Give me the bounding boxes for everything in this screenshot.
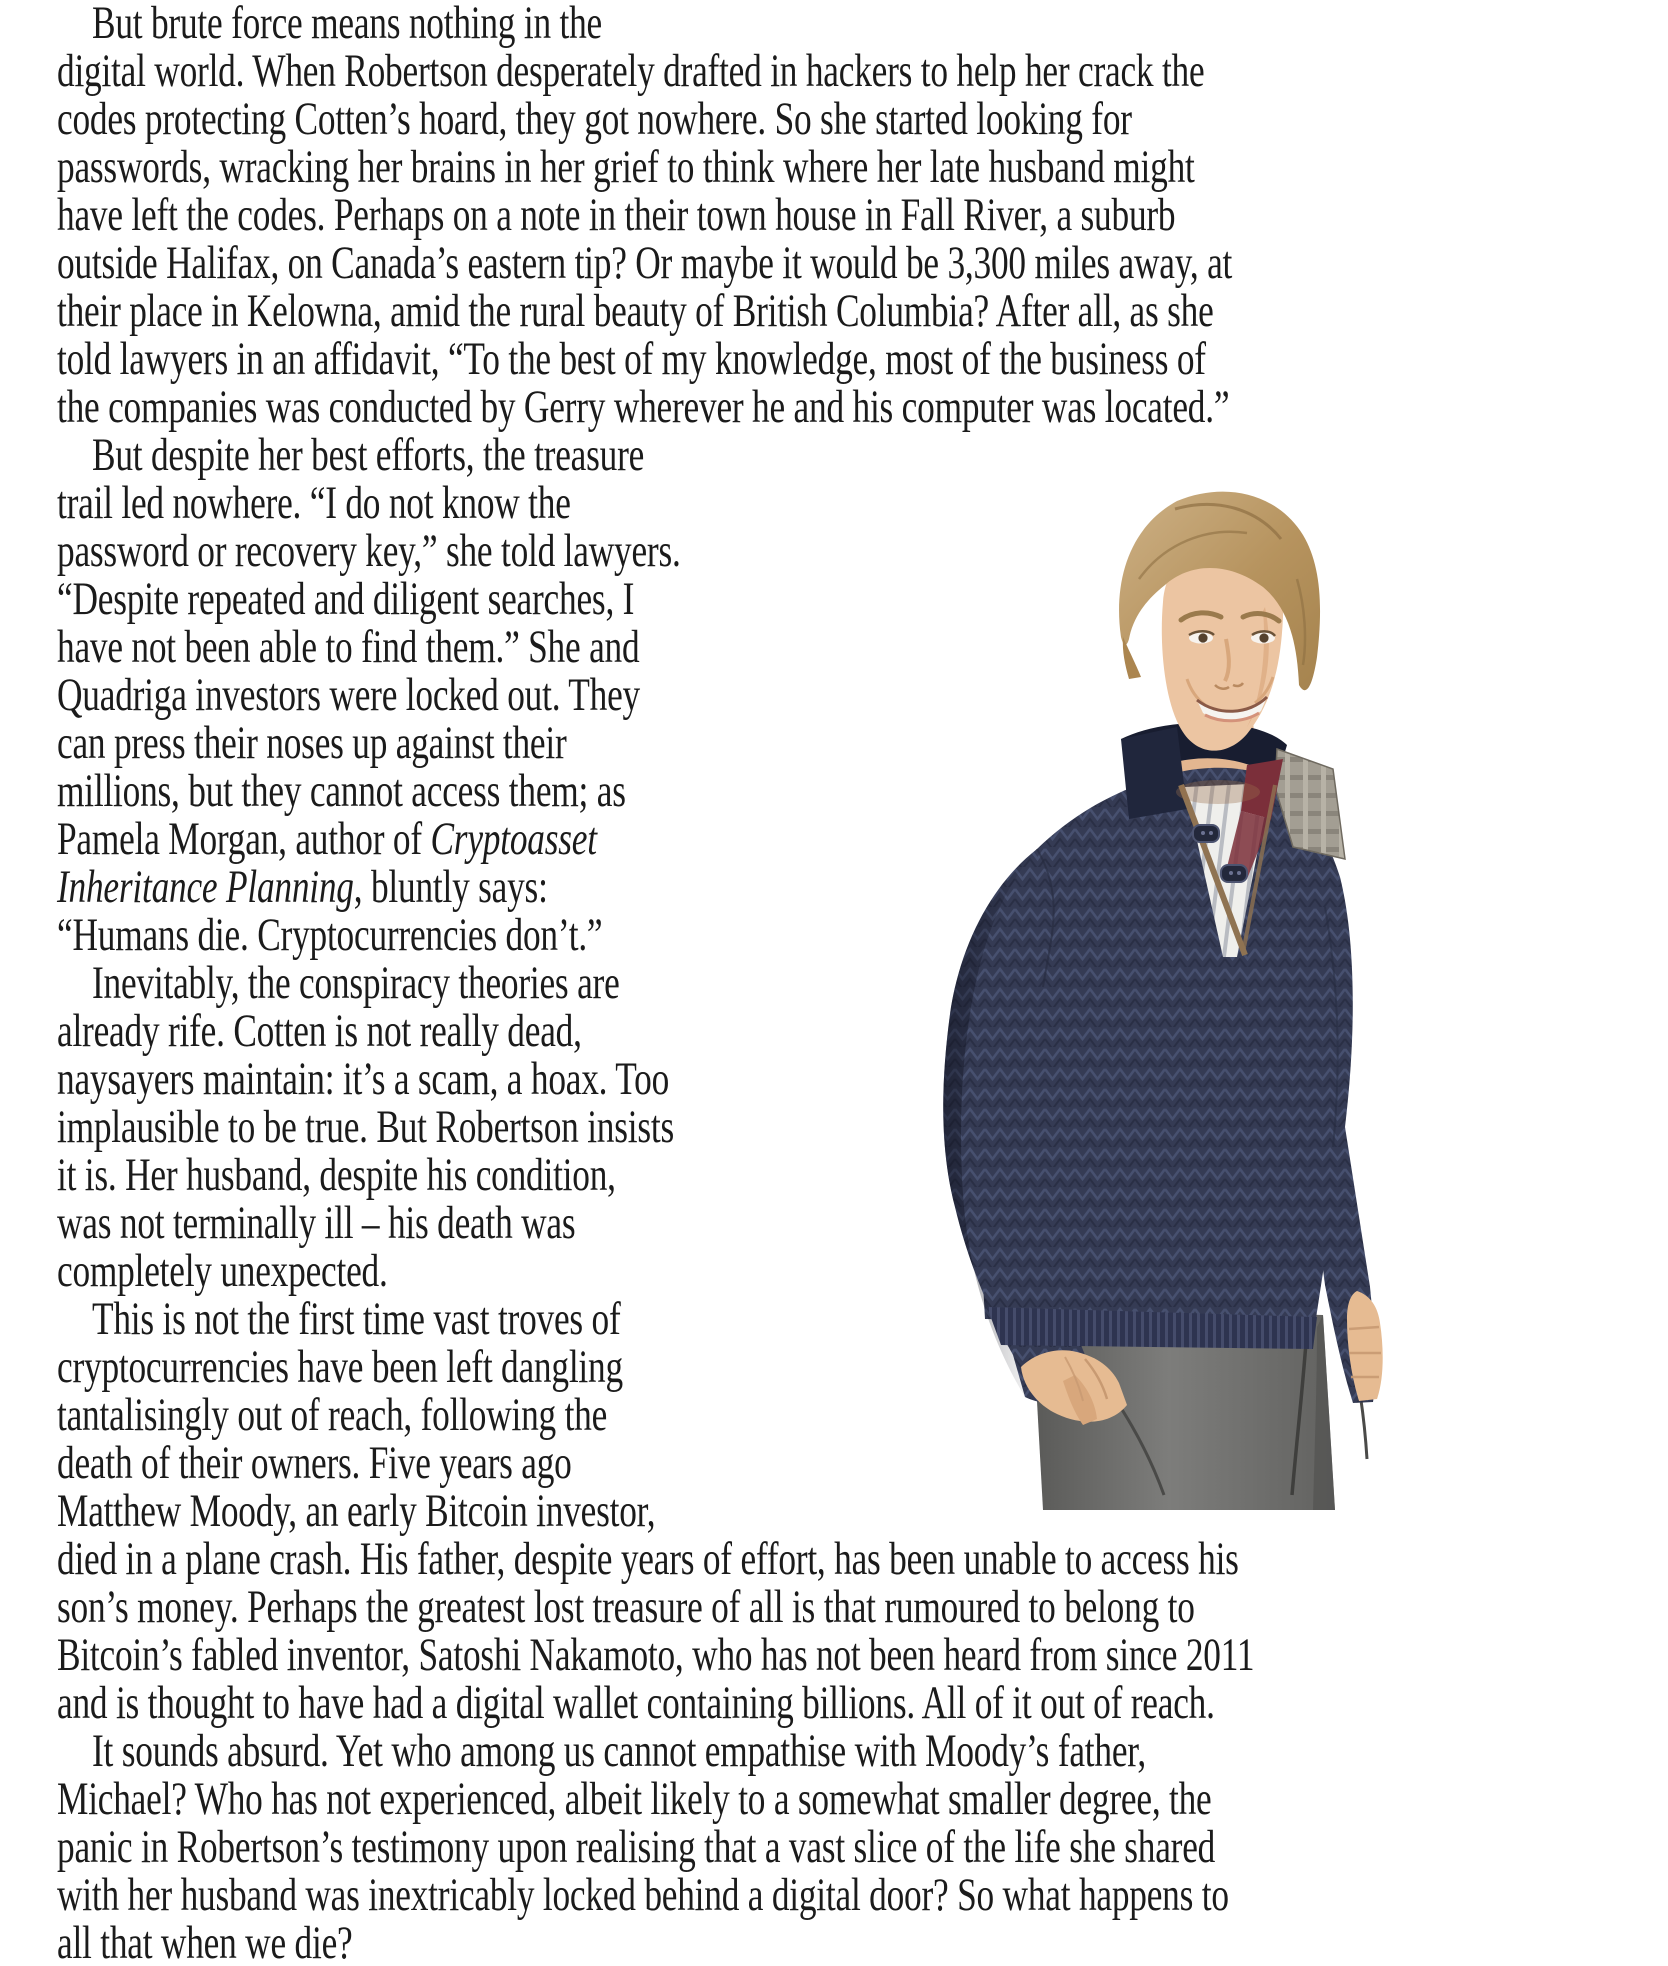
text-line: tantalisingly out of reach, following the: [57, 1390, 608, 1441]
paragraph: [57, 0, 1632, 432]
portrait-photo: [925, 487, 1390, 1510]
text-line: already rife. Cotten is not really dead,: [57, 1006, 582, 1057]
text-line: It sounds absurd. Yet who among us cannot empathise with Moody’s father,: [92, 1726, 1147, 1777]
paragraph: [57, 960, 1632, 1296]
text-line: “Humans die. Cryptocurrencies don’t.”: [57, 910, 603, 961]
text-line: trail led nowhere. “I do not know the: [57, 478, 571, 529]
text-line: Inevitably, the conspiracy theories are: [92, 958, 620, 1009]
paragraph: [57, 432, 1632, 960]
paragraph: [57, 1296, 1632, 1728]
text-line: son’s money. Perhaps the greatest lost treasure of all is that rumoured to belong to: [57, 1582, 1195, 1633]
text-line: “Despite repeated and diligent searches, I: [57, 574, 635, 625]
text-line: it is. Her husband, despite his condition,: [57, 1150, 616, 1201]
text-line: Inheritance Planning, bluntly says:: [57, 862, 548, 913]
text-line: codes protecting Cotten’s hoard, they got nowhere. So she started looking for: [57, 94, 1132, 145]
portrait-sweater: [943, 768, 1375, 1404]
text-line: naysayers maintain: it’s a scam, a hoax. Too: [57, 1054, 670, 1105]
text-line: with her husband was inextricably locked behind a digital door? So what happens to: [57, 1870, 1229, 1921]
text-line: was not terminally ill – his death was: [57, 1198, 576, 1249]
text-line: implausible to be true. But Robertson insists: [57, 1102, 675, 1153]
text-line: Quadriga investors were locked out. They: [57, 670, 640, 721]
text-line: completely unexpected.: [57, 1246, 388, 1297]
text-line: death of their owners. Five years ago: [57, 1438, 572, 1489]
text-line: can press their noses up against their: [57, 718, 567, 769]
text-line: millions, but they cannot access them; as: [57, 766, 626, 817]
text-line: But brute force means nothing in the: [92, 0, 602, 49]
text-line: passwords, wracking her brains in her grief to think where her late husband might: [57, 142, 1195, 193]
paragraph: [57, 1728, 1632, 1966]
text-line: have left the codes. Perhaps on a note in their town house in Fall River, a suburb: [57, 190, 1176, 241]
text-line: digital world. When Robertson desperately drafted in hackers to help her crack the: [57, 46, 1205, 97]
text-line: their place in Kelowna, amid the rural beauty of British Columbia? After all, as she: [57, 286, 1214, 337]
article-text: [57, 0, 1632, 1966]
text-line: Pamela Morgan, author of Cryptoasset: [57, 814, 597, 865]
text-line: But despite her best efforts, the treasure: [92, 430, 645, 481]
text-line: all that when we die?: [57, 1918, 353, 1966]
text-line: panic in Robertson’s testimony upon realising that a vast slice of the life she shared: [57, 1822, 1216, 1873]
text-line: died in a plane crash. His father, despite years of effort, has been unable to access his: [57, 1534, 1239, 1585]
text-line: the companies was conducted by Gerry wherever he and his computer was located.”: [57, 382, 1230, 433]
text-line: This is not the first time vast troves of: [92, 1294, 621, 1345]
portrait-head: [1119, 492, 1320, 751]
text-line: told lawyers in an affidavit, “To the best of my knowledge, most of the business of: [57, 334, 1206, 385]
text-line: Bitcoin’s fabled inventor, Satoshi Nakamoto, who has not been heard from since 2011: [57, 1630, 1255, 1681]
text-line: Michael? Who has not experienced, albeit likely to a somewhat smaller degree, the: [57, 1774, 1212, 1825]
text-line: password or recovery key,” she told lawyers.: [57, 526, 681, 577]
text-line: have not been able to find them.” She and: [57, 622, 640, 673]
text-line: Matthew Moody, an early Bitcoin investor,: [57, 1486, 656, 1537]
text-line: outside Halifax, on Canada’s eastern tip? Or maybe it would be 3,300 miles away, at: [57, 238, 1233, 289]
text-line: and is thought to have had a digital wallet containing billions. All of it out of reach.: [57, 1678, 1215, 1729]
text-line: cryptocurrencies have been left dangling: [57, 1342, 623, 1393]
